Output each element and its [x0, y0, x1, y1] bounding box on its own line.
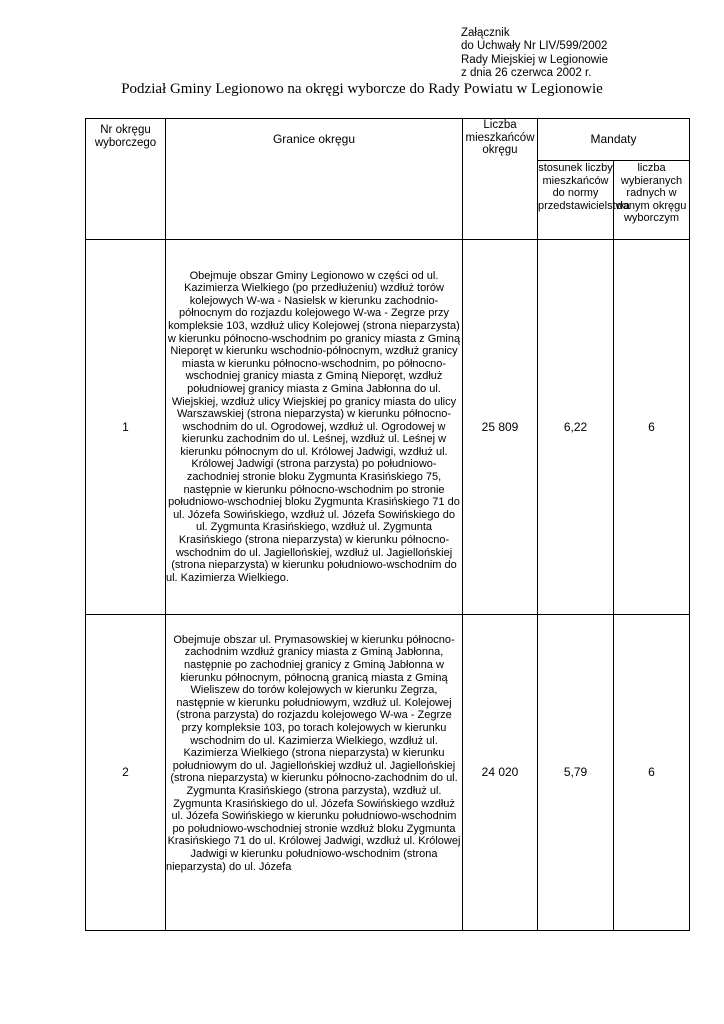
district-ratio: 6,22 — [538, 240, 614, 615]
table-row — [86, 615, 690, 931]
header-granice: Granice okręgu — [166, 119, 463, 240]
header-mandaty: Mandaty — [538, 119, 690, 161]
district-seats: 6 — [614, 615, 690, 931]
district-boundaries: Obejmuje obszar Gminy Legionowo w części od ul. Kazimierza Wielkiego (po przedłużeniu) wzdłuż torów kolejowych W-wa - Nasielsk w kierunku zachodnio-północnym do rozjazdu kolejowego W-wa - Zegrze przy kompleksie 103, wzdłuż ulicy Kolejowej (strona nieparzysta) w kierunku północno-wschodnim po granicy miasta z Gminą Nieporęt w kierunku wschodnio-północnym, wzdłuż granicy miasta w kierunku północno-wschodnim, po północno-wschodniej granicy miasta z Gminą Nieporęt, wzdłuż południowej granicy miasta z Gmina Jabłonna do ul. Wiejskiej, wzdłuż ulicy Wiejskiej po granicy miasta do ulicy Warszawskiej (strona nieparzysta) w kierunku północno-wschodnim do ul. Ogrodowej, wzdłuż ul. Ogrodowej w kierunku zachodnim do ul. Leśnej, wzdłuż ul. Leśnej w kierunku północnym do ul. Królowej Jadwigi, wzdłuż ul. Królowej Jadwigi (strona parzysta) po południowo-zachodniej stronie bloku Zygmunta Krasińskiego 75, następnie w kierunku północno-wschodnim po stronie południowo-wschodniej bloku Zygmunta Krasińskiego 71 do ul. Józefa Sowińskiego, wzdłuż ul. Józefa Sowińskiego do ul. Zygmunta Krasińskiego, wzdłuż ul. Zygmunta Krasińskiego (strona nieparzysta) w kierunku północno-wschodnim do ul. Jagiellońskiej, wzdłuż ul. Jagiellońskiej (strona nieparzysta) w kierunku południowo-wschodnim do ul. Kazimierza Wielkiego. — [166, 240, 463, 615]
district-population: 25 809 — [463, 240, 538, 615]
district-population: 24 020 — [463, 615, 538, 931]
header-nr: Nr okręgu wyborczego — [86, 119, 166, 240]
header-stosunek: stosunek liczby mieszkańców do normy przedstawicielstwa — [538, 161, 614, 240]
header-wybieranych: liczba wybieranych radnych w danym okręgu wyborczym — [614, 161, 690, 240]
annex-line-4: z dnia 26 czerwca 2002 r. — [461, 66, 592, 79]
annex-header — [461, 27, 608, 80]
annex-line-3: Rady Miejskiej w Legionowie — [461, 53, 609, 66]
district-boundaries: Obejmuje obszar ul. Prymasowskiej w kierunku północno- zachodnim wzdłuż granicy miasta z Gminą Jabłonna, następnie po zachodniej granicy z Gminą Jabłonna w kierunku północnym, północną granicą miasta z Gminą Wieliszew do torów kolejowych w kierunku Zegrza, następnie w kierunku południowym, wzdłuż ul. Kolejowej (strona parzysta) do rozjazdu kolejowego W-wa - Zegrze przy kompleksie 103, po torach kolejowych w kierunku wschodnim do ul. Kazimierza Wielkiego, wzdłuż ul. Kazimierza Wielkiego (strona nieparzysta) w kierunku południowym do ul. Jagiellońskiej wzdłuż ul. Jagiellońskiej (strona nieparzysta) w kierunku północno-zachodnim do ul. Zygmunta Krasińskiego (strona parzysta), wzdłuż ul. Zygmunta Krasińskiego do ul. Józefa Sowińskiego wzdłuż ul. Józefa Sowińskiego w kierunku południowo-wschodnim po południowo-wschodniej stronie wzdłuż bloku Zygmunta Krasińskiego 71 do ul. Królowej Jadwigi, wzdłuż ul. Królowej Jadwigi w kierunku południowo-wschodnim (strona nieparzysta) do ul. Józefa — [166, 615, 463, 931]
district-number: 2 — [86, 615, 166, 931]
district-seats: 6 — [614, 240, 690, 615]
header-row — [86, 119, 690, 161]
table-row — [86, 240, 690, 615]
district-number: 1 — [86, 240, 166, 615]
document-title: Podział Gminy Legionowo na okręgi wyborcze do Rady Powiatu w Legionowie — [121, 81, 603, 97]
header-liczba: Liczba mieszkańców okręgu — [463, 119, 538, 240]
district-ratio: 5,79 — [538, 615, 614, 931]
annex-line-1: Załącznik — [461, 27, 510, 39]
annex-line-2: do Uchwały Nr LIV/599/2002 — [461, 40, 608, 53]
districts-table — [85, 118, 690, 931]
